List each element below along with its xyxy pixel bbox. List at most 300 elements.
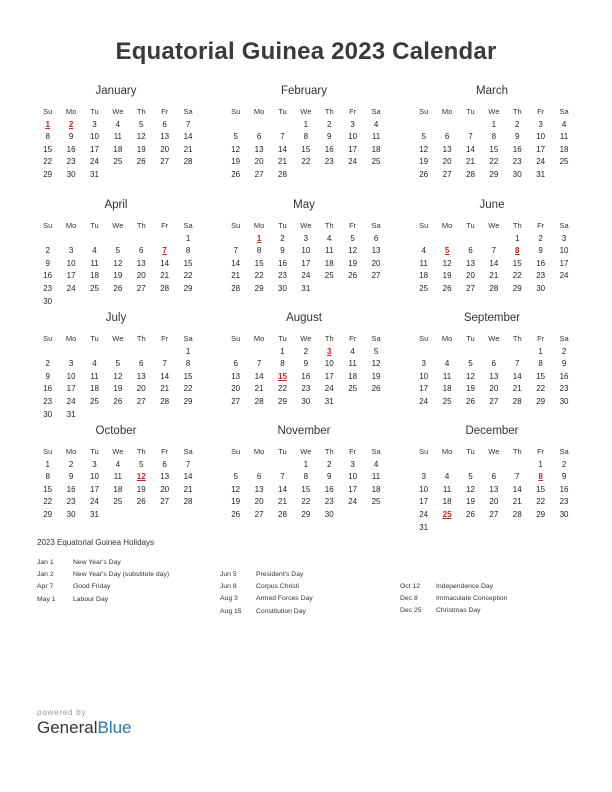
weekday-header: We [112, 447, 124, 456]
holiday-date: Oct 12 [400, 583, 421, 590]
empty-cell [459, 346, 482, 359]
day: 16 [43, 271, 53, 281]
day: 12 [113, 371, 123, 381]
day: 18 [371, 144, 381, 154]
day: 12 [466, 371, 475, 381]
day: 18 [90, 271, 99, 281]
day: 23 [43, 396, 53, 406]
day: 9 [515, 132, 520, 142]
empty-cell [59, 346, 82, 359]
day: 22 [301, 497, 311, 507]
day: 28 [278, 509, 287, 519]
day: 15 [536, 371, 546, 381]
day: 2 [280, 233, 285, 243]
month-days-grid [36, 446, 196, 522]
day: 31 [301, 283, 311, 293]
day: 8 [280, 359, 285, 369]
holidays-title: 2023 Equatorial Guinea Holidays [37, 538, 154, 547]
day: 23 [301, 384, 311, 394]
month-name: November [277, 425, 331, 437]
day: 18 [90, 384, 99, 394]
day: 26 [466, 396, 475, 406]
day: 26 [371, 384, 381, 394]
weekday-header: Sa [183, 334, 193, 343]
empty-cell [247, 346, 270, 359]
holiday-row [220, 569, 313, 581]
brand-name [37, 718, 132, 738]
day: 4 [421, 246, 426, 256]
day: 30 [301, 396, 311, 406]
day: 12 [442, 258, 452, 268]
holiday-row [400, 593, 507, 605]
day: 5 [233, 472, 238, 482]
holiday-name: Constitution Day [256, 607, 306, 615]
holiday-row [37, 569, 169, 581]
day: 29 [301, 509, 311, 519]
day: 14 [160, 258, 170, 268]
day: 18 [348, 371, 358, 381]
day: 2 [515, 119, 520, 129]
empty-cell [412, 346, 435, 359]
holiday-date: Apr 7 [37, 583, 54, 591]
day: 2 [561, 459, 567, 469]
day: 21 [231, 271, 241, 281]
day: 16 [324, 144, 334, 154]
day: 15 [183, 371, 193, 381]
day: 25 [442, 396, 452, 406]
empty-cell [224, 119, 247, 132]
day: 22 [301, 157, 311, 167]
day: 4 [115, 459, 121, 469]
day: 16 [512, 144, 522, 154]
day: 18 [371, 484, 381, 494]
day: 3 [421, 472, 426, 482]
day: 29 [254, 283, 264, 293]
day: 21 [512, 384, 522, 394]
day: 23 [43, 283, 53, 293]
day: 6 [491, 359, 497, 369]
month-april [36, 198, 196, 308]
holiday-day: 8 [538, 472, 543, 482]
day: 26 [231, 169, 241, 179]
holiday-name: New Year's Day (substitute day) [73, 571, 170, 579]
day: 11 [113, 472, 123, 482]
day: 1 [45, 459, 50, 469]
holiday-row [220, 581, 313, 593]
day: 14 [231, 258, 241, 268]
day: 28 [231, 283, 241, 293]
weekday-header: Sa [183, 447, 193, 456]
day: 19 [113, 384, 123, 394]
weekday-header: Fr [349, 221, 357, 230]
day: 29 [489, 169, 499, 179]
holiday-date: Jan 2 [37, 571, 54, 579]
weekday-header: Tu [278, 334, 287, 343]
day: 13 [442, 144, 452, 154]
weekday-header: Sa [559, 107, 569, 116]
day: 24 [419, 509, 429, 519]
month-name: May [293, 199, 315, 211]
day: 23 [66, 157, 76, 167]
month-january [36, 84, 196, 182]
day: 7 [491, 246, 497, 256]
day: 17 [536, 144, 546, 154]
weekday-header: Th [136, 221, 146, 230]
day: 28 [183, 497, 193, 507]
weekday-header: Su [419, 447, 429, 456]
day: 20 [442, 157, 452, 167]
day: 20 [231, 384, 241, 394]
day: 16 [66, 144, 76, 154]
weekday-header: Fr [537, 107, 545, 116]
day: 1 [538, 346, 543, 356]
day: 7 [162, 359, 167, 369]
day: 6 [256, 132, 262, 142]
day: 29 [536, 396, 546, 406]
weekday-header: Su [43, 107, 53, 116]
holiday-day: 1 [256, 233, 262, 243]
page-title: Equatorial Guinea 2023 Calendar [115, 38, 497, 65]
weekday-header: Th [136, 334, 146, 343]
day: 3 [350, 459, 355, 469]
day: 29 [278, 396, 287, 406]
day: 10 [559, 246, 569, 256]
day: 23 [324, 497, 334, 507]
weekday-header: Fr [349, 447, 357, 456]
empty-cell [106, 233, 129, 246]
month-september [412, 311, 572, 409]
day: 20 [136, 384, 146, 394]
empty-cell [271, 119, 294, 132]
day: 6 [373, 233, 379, 243]
weekday-header: We [300, 447, 312, 456]
day: 11 [559, 132, 569, 142]
day: 26 [419, 169, 429, 179]
month-name: July [105, 312, 127, 324]
day: 17 [348, 484, 358, 494]
holiday-name: Immaculate Conception [436, 595, 508, 603]
day: 31 [90, 509, 99, 519]
day: 11 [442, 371, 452, 381]
holiday-day: 2 [68, 119, 74, 129]
empty-cell [459, 233, 482, 246]
day: 8 [303, 132, 309, 142]
holiday-date: Dec 25 [400, 607, 422, 615]
day: 10 [536, 132, 546, 142]
day: 24 [301, 271, 311, 281]
day: 11 [90, 371, 99, 381]
day: 22 [536, 497, 546, 507]
day: 2 [538, 233, 543, 243]
day: 14 [183, 132, 193, 142]
empty-cell [247, 119, 270, 132]
day: 1 [185, 233, 191, 243]
month-days-grid [412, 106, 572, 182]
day: 20 [136, 271, 146, 281]
weekday-header: Fr [161, 447, 169, 456]
day: 17 [301, 258, 311, 268]
day: 4 [327, 233, 332, 243]
weekday-header: Tu [90, 334, 99, 343]
month-name: June [479, 199, 505, 211]
weekday-header: Th [324, 107, 334, 116]
day: 3 [92, 459, 97, 469]
empty-cell [130, 346, 153, 359]
day: 13 [136, 258, 146, 268]
weekday-header: Su [231, 107, 241, 116]
month-name: January [95, 85, 137, 97]
holiday-day: 15 [278, 371, 287, 381]
day: 23 [512, 157, 522, 167]
day: 7 [256, 359, 262, 369]
day: 17 [66, 271, 76, 281]
weekday-header: Mo [253, 447, 265, 456]
month-name: March [476, 85, 508, 97]
weekday-header: Su [43, 447, 53, 456]
day: 10 [419, 484, 429, 494]
holiday-date: Jun 5 [220, 571, 237, 578]
month-february [224, 84, 384, 182]
holiday-day: 7 [162, 246, 167, 256]
day: 13 [489, 484, 499, 494]
day: 17 [90, 144, 99, 154]
month-days-grid [224, 220, 384, 296]
day: 5 [421, 132, 426, 142]
month-days-grid [412, 333, 572, 409]
day: 10 [324, 359, 334, 369]
day: 17 [348, 144, 358, 154]
day: 10 [348, 472, 358, 482]
holiday-name: Armed Forces Day [256, 595, 313, 603]
day: 4 [561, 119, 567, 129]
day: 15 [254, 258, 264, 268]
day: 25 [371, 157, 381, 167]
day: 22 [183, 271, 193, 281]
day: 18 [113, 484, 123, 494]
day: 9 [45, 371, 50, 381]
month-days-grid [224, 446, 384, 522]
day: 21 [183, 484, 193, 494]
holiday-row [220, 593, 313, 605]
day: 28 [254, 396, 264, 406]
day: 24 [66, 396, 76, 406]
day: 3 [561, 233, 567, 243]
day: 3 [538, 119, 543, 129]
day: 14 [466, 144, 475, 154]
day: 28 [278, 169, 287, 179]
holiday-date: Dec 8 [400, 595, 418, 603]
day: 20 [254, 497, 264, 507]
day: 25 [371, 497, 381, 507]
month-days-grid [224, 106, 384, 182]
day: 3 [421, 359, 426, 369]
brand-name-part1: General [37, 718, 98, 737]
day: 20 [489, 497, 499, 507]
day: 26 [136, 497, 146, 507]
weekday-header: Th [136, 447, 146, 456]
month-june [412, 198, 572, 296]
day: 6 [256, 472, 262, 482]
weekday-header: Th [324, 221, 334, 230]
weekday-header: Mo [253, 221, 265, 230]
holiday-day: 5 [444, 246, 450, 256]
holiday-row [37, 594, 169, 606]
day: 4 [350, 346, 355, 356]
day: 2 [68, 459, 74, 469]
day: 20 [160, 484, 170, 494]
weekday-header: Su [43, 221, 53, 230]
empty-cell [482, 233, 505, 246]
day: 11 [371, 132, 381, 142]
day: 19 [136, 144, 146, 154]
day: 3 [303, 233, 309, 243]
day: 12 [466, 484, 475, 494]
day: 5 [468, 472, 473, 482]
weekday-header: We [488, 221, 500, 230]
day: 11 [442, 484, 452, 494]
day: 5 [233, 132, 238, 142]
weekday-header: Su [231, 334, 241, 343]
weekday-header: Th [512, 447, 522, 456]
day: 27 [466, 283, 475, 293]
empty-cell [435, 459, 458, 472]
day: 20 [466, 271, 475, 281]
holiday-date: Jan 1 [37, 559, 54, 566]
day: 24 [419, 396, 429, 406]
day: 20 [371, 258, 381, 268]
day: 12 [348, 246, 358, 256]
weekday-header: Su [419, 221, 429, 230]
day: 27 [489, 396, 499, 406]
empty-cell [83, 233, 106, 246]
day: 11 [348, 359, 357, 369]
holiday-name: New Year's Day [73, 559, 121, 566]
weekday-header: Sa [371, 447, 381, 456]
weekday-header: Su [419, 107, 429, 116]
empty-cell [412, 459, 435, 472]
weekday-header: Mo [65, 334, 77, 343]
day: 24 [348, 497, 358, 507]
weekday-header: We [488, 447, 500, 456]
month-name: October [95, 425, 137, 437]
day: 13 [160, 472, 170, 482]
day: 9 [561, 359, 567, 369]
powered-by-text: powered by [37, 708, 87, 717]
day: 24 [348, 157, 358, 167]
day: 8 [185, 246, 191, 256]
holiday-name: Independence Day [436, 583, 494, 590]
day: 3 [350, 119, 355, 129]
weekday-header: Tu [278, 447, 287, 456]
month-name: April [104, 199, 128, 211]
brand-name-part2: Blue [97, 718, 132, 737]
day: 10 [419, 371, 429, 381]
day: 21 [489, 271, 499, 281]
weekday-header: Th [324, 447, 334, 456]
month-december [412, 424, 572, 534]
holiday-column [400, 581, 507, 618]
weekday-header: Sa [559, 221, 569, 230]
weekday-header: Fr [537, 447, 545, 456]
day: 28 [512, 396, 522, 406]
day: 1 [303, 459, 309, 469]
day: 26 [231, 509, 241, 519]
day: 13 [489, 371, 499, 381]
day: 18 [419, 271, 429, 281]
day: 19 [371, 371, 381, 381]
day: 5 [139, 119, 144, 129]
day: 23 [559, 384, 569, 394]
day: 6 [491, 472, 497, 482]
day: 27 [442, 169, 452, 179]
day: 29 [512, 283, 522, 293]
day: 21 [160, 384, 170, 394]
day: 7 [468, 132, 473, 142]
day: 9 [303, 359, 309, 369]
day: 8 [491, 132, 497, 142]
day: 2 [561, 346, 567, 356]
day: 25 [324, 271, 334, 281]
month-november [224, 424, 384, 522]
day: 10 [90, 132, 99, 142]
day: 23 [278, 271, 287, 281]
day: 3 [68, 359, 74, 369]
day: 31 [419, 522, 429, 532]
day: 2 [45, 359, 50, 369]
weekday-header: Tu [278, 221, 287, 230]
holiday-column [37, 557, 169, 606]
day: 2 [45, 246, 50, 256]
weekday-header: Sa [371, 107, 381, 116]
day: 17 [559, 258, 569, 268]
holiday-name: Corpus Christi [256, 583, 300, 591]
empty-cell [224, 346, 247, 359]
day: 10 [348, 132, 358, 142]
empty-cell [106, 346, 129, 359]
weekday-header: Tu [278, 107, 287, 116]
day: 14 [489, 258, 499, 268]
weekday-header: Fr [349, 334, 357, 343]
day: 4 [92, 246, 97, 256]
empty-cell [153, 233, 176, 246]
day: 9 [327, 132, 332, 142]
day: 8 [256, 246, 262, 256]
day: 25 [113, 157, 123, 167]
empty-cell [482, 346, 505, 359]
day: 30 [536, 283, 546, 293]
day: 21 [254, 384, 264, 394]
day: 6 [139, 359, 144, 369]
weekday-header: Th [512, 107, 522, 116]
weekday-header: Mo [441, 447, 453, 456]
day: 23 [66, 497, 76, 507]
day: 26 [442, 283, 452, 293]
day: 9 [280, 246, 285, 256]
day: 26 [466, 509, 475, 519]
day: 5 [115, 359, 121, 369]
day: 25 [90, 283, 99, 293]
holiday-row [400, 605, 507, 617]
month-days-grid [412, 446, 572, 534]
holiday-row [37, 557, 169, 569]
day: 2 [327, 459, 332, 469]
holiday-row [400, 581, 507, 593]
day: 3 [68, 246, 74, 256]
month-days-grid [36, 106, 196, 182]
day: 24 [324, 384, 334, 394]
day: 23 [324, 157, 334, 167]
day: 5 [373, 346, 379, 356]
